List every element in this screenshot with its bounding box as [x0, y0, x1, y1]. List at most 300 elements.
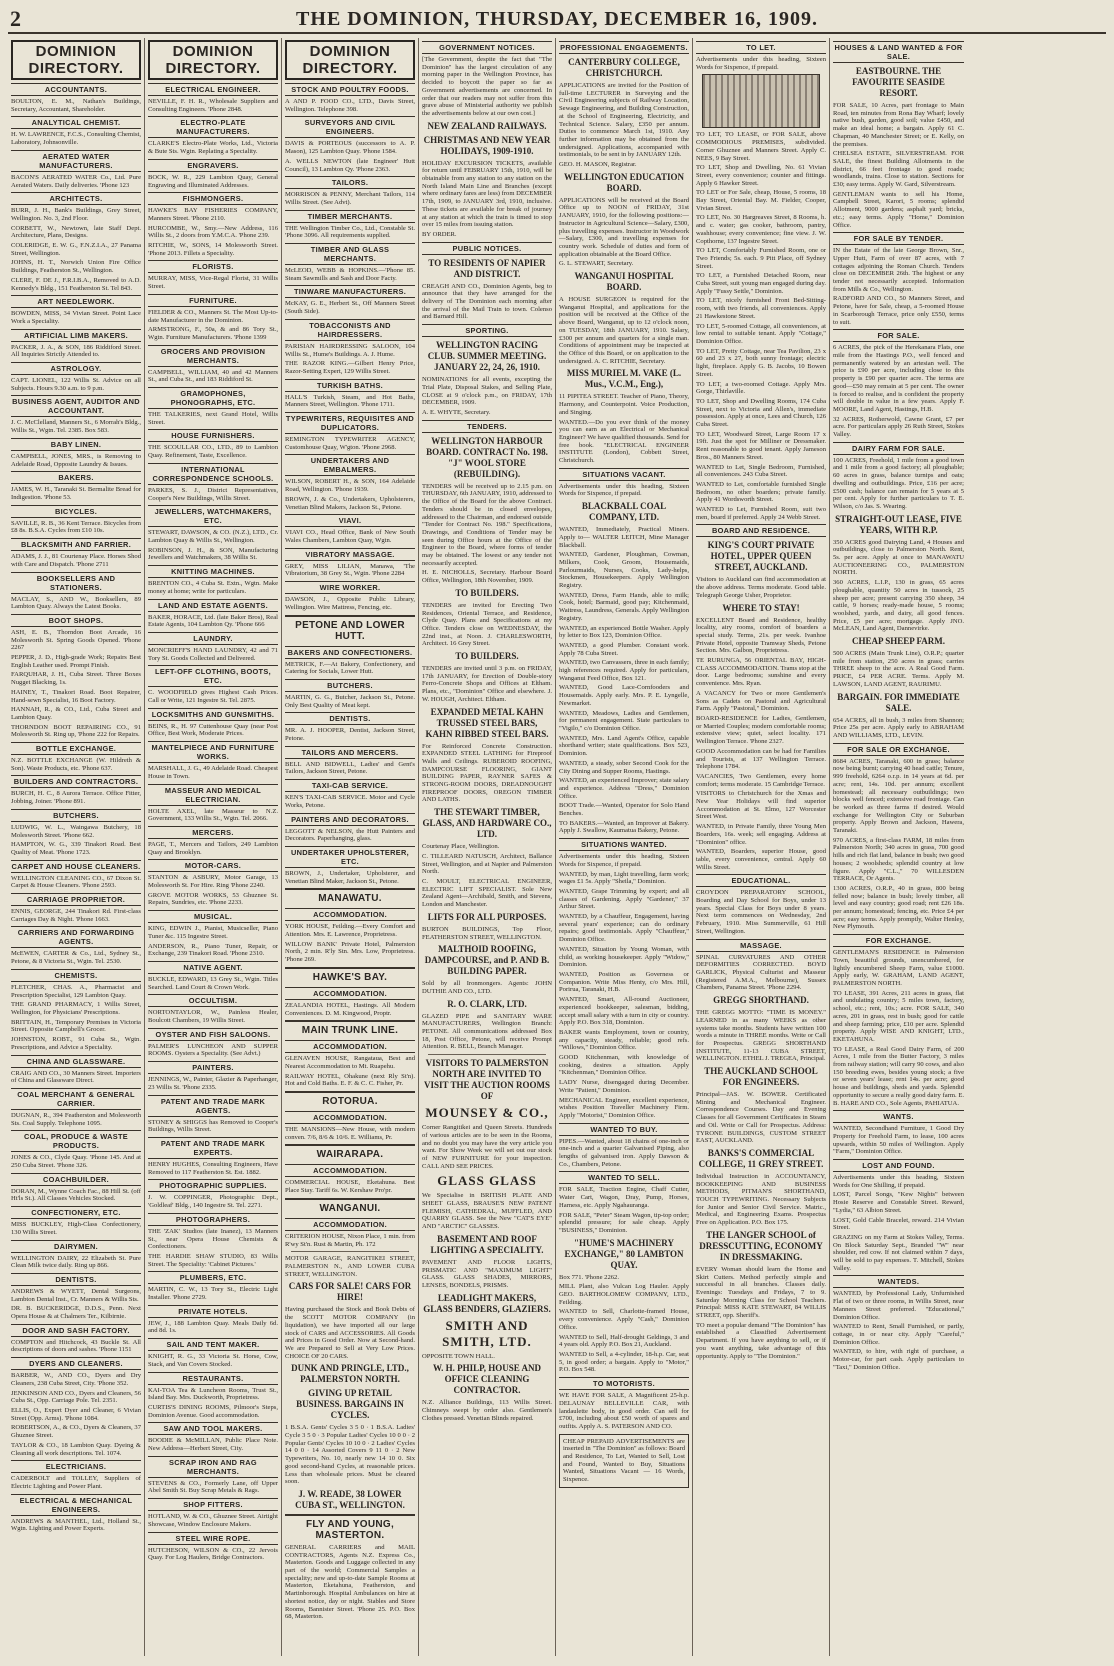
- notice-text: TENDERS are invited for Erecting Two Residences, Oriental Terrace, and Residence, Clyde Quay. Plans and Specifications at my Office. Tenders close on WEDNESDAY, the 22nd inst., at Noon. J. CHARLESWORTH, Architect. 16 Grey Street.: [422, 601, 552, 648]
- section-heading: COAL, PRODUCE & WASTE PRODUCTS.: [11, 1130, 141, 1152]
- notice-text: We Specialise in BRITISH PLATE AND SHEET GLASS, BRAUSE'S NEW PATENT FLEMISH, CATHEDRAL, MUFFLED, AND QUARRY GLASS. See the New "CAT'S EYE" AND "ARCTIC" GLASSES.: [422, 1192, 552, 1231]
- section-heading: CARRIERS AND FORWARDING AGENTS.: [11, 926, 141, 948]
- display-ad-line: GREGG SHORTHAND.: [713, 995, 809, 1006]
- section-heading: FURNITURE.: [148, 294, 278, 307]
- notice-text: WANTED, an experienced Improver; state salary and experience. Address "Dress," Dominion Office.: [559, 777, 689, 800]
- classified-ad: GREY, MISS LILIAN, Manawa, 'The Vibratorium, 38 Grey St., Wgtn. 'Phone 2284: [285, 562, 415, 578]
- section-heading: SPORTING.: [422, 324, 552, 337]
- section-heading: PATENT AND TRADE MARK EXPERTS.: [148, 1137, 278, 1159]
- section-heading: PROFESSIONAL ENGAGEMENTS.: [560, 43, 688, 52]
- classified-ad: BROWN, J., Undertaker, Upholsterer, and Venetian Blind Maker, Jackson St., Petone.: [285, 869, 415, 885]
- section-heading: PAINTERS AND DECORATORS.: [285, 813, 415, 826]
- section-heading: BICYCLES.: [11, 505, 141, 518]
- column-1: [8, 38, 145, 1656]
- display-ad-line: R. O. CLARK, LTD.: [447, 998, 527, 1009]
- column-2: [145, 38, 282, 1656]
- classified-ad: COMMERCIAL HOUSE, Eketahuna. Best Place Stay. Tariff 6s. W. Kershaw Pro'pr.: [285, 1179, 415, 1195]
- display-ad-line: WANGANUI HOSPITAL BOARD.: [574, 271, 674, 293]
- section-heading: TYPEWRITERS, REQUISITES AND DUPLICATORS.: [285, 414, 415, 433]
- display-ad-line: W. H. PHILP, HOUSE AND OFFICE CLEANING CONTRACTOR.: [432, 1363, 542, 1396]
- notice-text: 350 ACRES good Dairying Land, 4 Houses and outbuildings, close to Palmerston North. Rent, 5s. per acre. Apply at once to MANAWATU AUCTIONEERING CO., PALMERSTON NORTH.: [833, 538, 964, 577]
- notice-text: WANTED to Let, Single Bedroom, Furnished, all conveniences. 243 Cuba Street.: [696, 463, 826, 479]
- display-ad-line: NEW ZEALAND RAILWAYS.: [427, 120, 547, 131]
- section-heading: FOR SALE BY TENDER.: [833, 232, 964, 245]
- classified-ad: A. WELLS NEWTON (late Engineer' Hutt Council), 13 Lambton Qy. 'Phone 2363.: [285, 157, 415, 173]
- classified-ad: MR. A. J. HOOPER, Dentist, Jackson Street, Petone.: [285, 727, 415, 743]
- classified-ad: WELLINGTON CLEANING CO., 67 Dixon St. Carpet & House Cleaners. 'Phone 2593.: [11, 874, 141, 890]
- section-heading: ELECTRO-PLATE MANUFACTURERS.: [148, 116, 278, 138]
- region-heading: PETONE AND LOWER HUTT.: [285, 615, 415, 643]
- display-ad-line: VISITORS TO PALMERSTON NORTH ARE INVITED TO VISIT THE AUCTION ROOMS OF: [424, 1058, 550, 1102]
- section-heading: CARRIAGE PROPRIETOR.: [11, 893, 141, 906]
- section-heading: ACCOMMODATION.: [285, 1164, 415, 1177]
- classified-ad: WILLOW BANK' Private Hotel, Palmerston North, 2 min. R'ly Stn. Mrs. Low, Proprietress. 'Phone 269.: [285, 940, 415, 964]
- section-heading: ANALYTICAL CHEMIST.: [11, 116, 141, 129]
- section-heading: ARTIFICIAL LIMB MAKERS.: [11, 329, 141, 342]
- section-heading: RESTAURANTS.: [148, 1372, 278, 1385]
- section-heading: FOR SALE OR EXCHANGE.: [833, 743, 964, 756]
- classified-ad: HAWKE'S BAY FISHERIES COMPANY, Manners Street. 'Phone 2110.: [148, 207, 278, 222]
- section-heading: ACCOMMODATION.: [285, 908, 415, 921]
- notice-text: CREAGH AND CO., Dominion Agents, beg to announce that they have arranged for the delivery of The Dominion each morning after the arrival of the Mail Train to town. Colenso and Barnard Hill.: [422, 282, 552, 321]
- section-heading: PLUMBERS, ETC.: [148, 1271, 278, 1284]
- classified-ad: HOTLAND, W. & CO., Ghuznee Street. Airtight Showcase, Window Enclosure Makers.: [148, 1513, 278, 1528]
- classified-ad: THE Wellington Timber Co., Ltd., Constable St. 'Phone 3096. All requirements supplied.: [285, 224, 415, 240]
- notice-text: 654 ACRES, all in bush, 3 miles from Shannon; Price 25s per acre. Apply early to ABRAHAM AND WILLIAMS, LTD., LEVIN.: [833, 716, 964, 739]
- section-heading: AERATED WATER MANUFACTURERS.: [11, 150, 141, 172]
- display-ad-line: BANKS'S COMMERCIAL COLLEGE, 11 GREY STREET.: [698, 1147, 824, 1169]
- columns: [8, 38, 1106, 1656]
- notice-text: TO LET or For Sale, cheap, House, 5 rooms, 18 Bay Street, Oriental Bay. M. Fielder, Cooper, Vivian Street.: [696, 189, 826, 212]
- section-heading: KNITTING MACHINES.: [148, 565, 278, 578]
- section-heading: OYSTER AND FISH SALOONS.: [148, 1028, 278, 1041]
- notice-text: TO LET, No. 30 Hargreaves Street, 8 Rooms, h. and c. water; gas cooker, bathroom, pantry, washhouse; every convenience; fine view. J. W. Copthorne, 137 Ingestre Street.: [696, 214, 826, 245]
- notice-text: FOR SALE, 10 Acres, part frontage to Main Road, ten minutes from Rona Bay Wharf; lovely native bush, garden, good soil; value £450, and make an ideal home; a bargain. Apply 61 C. Chapman, 40 Manchester Street; or E. Kelly, on the premises.: [833, 102, 964, 148]
- classified-ad: CRITERION HOUSE, Nixon Place, 1 min. from R'wy St'n. Rust & Martin, Ph. 172: [285, 1232, 415, 1248]
- notice-text: WANTED, Good Lace-Cornfooders and Housemaids. Apply early. Mrs. P. E. Lyngelle, Newmarket.: [559, 684, 689, 707]
- notice-text: WANTED, Meadows, Ladies and Gentlemen, for permanent engagement. State particulars to "Vigilo," c/o Dominion Office.: [559, 709, 689, 732]
- section-heading: TIMBER MERCHANTS.: [285, 210, 415, 223]
- section-heading: WANTEDS.: [833, 1275, 964, 1288]
- classified-ad: H. W. LAWRENCE, F.C.S., Consulting Chemist, Laboratory, Johnsonville.: [11, 131, 141, 147]
- classified-ad: HURCOMBE, W., Smy.—New Address, 116 Willis St., 2 doors from Y.M.C.A. 'Phone 239.: [148, 224, 278, 240]
- notice-text: Advertisements under this heading, Sixteen Words for One Shilling, if prepaid.: [833, 1174, 964, 1189]
- notice-text: SPINAL CURVATURES AND OTHER DEFORMITIES CORRECTED. BOYD GARLICK, Physical Culturist and Masseur (Registered A.M.A., Melbourne), Sussex Chambers, Panama Street. 'Phone 2294.: [696, 953, 826, 992]
- section-heading: ACCOMMODATION.: [285, 1040, 415, 1053]
- notice-text: EVERY Woman should learn the Home and Skirt Cutters. Method perfectly simple and successful in all branches. Classes daily. Evenings: Tuesdays and Fridays, 7 to 9. Saturday Morning Class for School Teachers. Principal: MISS KATE STEWART, 84 WILLIS STREET, opp. Sheriff's.: [696, 1265, 826, 1320]
- display-ad-line: "HUME'S MACHINERY EXCHANGE," 80 LAMBTON QUAY.: [564, 1237, 684, 1270]
- classified-ad: YORK HOUSE, Feilding.—Every Comfort and Attention. Mrs. E. Lawrence, Proprietress.: [285, 923, 415, 939]
- column-3: [282, 38, 419, 1656]
- classified-ad: KING, EDWIN J., Pianist, Musicseller, Piano Tuner &c. 115 Ingestre Street.: [148, 925, 278, 940]
- classified-ad: THE MANSIONS—New House, with modern conven. 7/6, 8/6 & 10/6. E. Williams, Pr.: [285, 1126, 415, 1141]
- section-heading: EDUCATIONAL.: [696, 874, 826, 887]
- classified-ad: McEWEN, CARTER & Co., Ltd., Sydney St., Petone, & 8 Victoria St., Wgtn. Tel. 2530.: [11, 950, 141, 966]
- classified-ad: WILSON, ROBERT H., & SON, 164 Adelaide Road, Wellington. 'Phone 1939.: [285, 478, 415, 494]
- notice-text: Principal—JAS. W. BOWER. Certificated Mining and Mechanical Engineer. Correspondence Courses. Day and Evening Classes for all Government Certificates in Steam and Oil. Write or Call for Prospectus. Address: TYRONE BUILDINGS, CUSTOM STREET EAST, AUCKLAND.: [696, 1091, 826, 1145]
- section-heading: ARCHITECTS.: [11, 192, 141, 205]
- notice-text: TO LET, a Furnished Detached Room, near Cuba Street, suit young man engaged during day. Apply "Fussy Settle," Dominion.: [696, 272, 826, 295]
- classified-ad: KEN'S TAXI-CAB SERVICE. Motor and Cycle Works, Petone.: [285, 794, 415, 809]
- classified-ad: MARTIN, G. G., Butcher, Jackson St., Petone. Only Best Quality of Meat kept.: [285, 693, 415, 709]
- notice-text: Corner Rangitikei and Queen Streets. Hundreds of various articles are to be seen in the Rooms, and no doubt you may have the very article you want. For Show Week we will set out our stock of NEW FURNITURE for your inspection. CALL AND SEE PRICES.: [422, 1124, 552, 1170]
- classified-ad: BARBER, W., AND CO., Dyers and Dry Cleaners, 238 Cuba Street, City. 'Phone 352.: [11, 1372, 141, 1387]
- classified-ad: ANDREWS & WYETT, Dental Surgeons, Lambton Dental Inst., Cr. Manners & Willis Sts.: [11, 1287, 141, 1303]
- display-ad-line: TO BUILDERS.: [455, 587, 519, 598]
- section-heading: TURKISH BATHS.: [285, 379, 415, 392]
- display-ad-title: MOUNSEY & CO.,: [425, 1105, 549, 1121]
- section-heading: VIAVI.: [285, 514, 415, 527]
- classified-ad: MORRISON & PENNY, Merchant Tailors, 114 Willis Street. (See Advt).: [285, 191, 415, 206]
- classified-ad: GLENAVEN HOUSE, Rangataua, Best and Nearest Accommodation to Mt. Ruapehu.: [285, 1055, 415, 1070]
- display-ad-line: WELLINGTON HARBOUR BOARD. CONTRACT No. 198. "J" WOOL STORE (REBUILDING).: [426, 435, 548, 479]
- notice-text: GENTLEMAN'S RESIDENCE in Palmerston Town, beautiful grounds, unencumbered, for lightly encumbered Sheep Farm, value £1000. Apply early, W. GRAHAM, LAND AGENT, PALMERSTON NORTH.: [833, 949, 964, 987]
- notice-text: Box 771. 'Phone 2262.: [559, 1273, 619, 1281]
- section-heading: SHOP FITTERS.: [148, 1498, 278, 1511]
- section-heading: HOUSES & LAND WANTED & FOR SALE.: [834, 43, 963, 61]
- classified-ad: HOLTE AXEL, late Masseur to N.Z. Government, 133 Willis St., Wgtn. Tel. 2066.: [148, 807, 278, 823]
- classified-ad: ZEALANDIA HOTEL, Hastings. All Modern Conveniences. D. M. Kingwood, Proptr.: [285, 1001, 415, 1017]
- notice-text: WANTED, to hire, with right of purchase, a Motor-car, for part cash. Apply particulars to "Taxi," Dominion Office.: [833, 1348, 964, 1371]
- region-heading: ROTORUA.: [285, 1091, 415, 1108]
- region-heading: FLY AND YOUNG, MASTERTON.: [285, 1514, 415, 1542]
- section-heading: DAIRYMEN.: [11, 1240, 141, 1253]
- classified-ad: JONES & CO., Clyde Quay. 'Phone 145. And at 250 Cuba Street. 'Phone 326.: [11, 1154, 141, 1170]
- region-heading: MAIN TRUNK LINE.: [285, 1020, 415, 1037]
- notice-text: TE RURUNGA, 56 ORIENTAL BAY, HIGH-CLASS ACCOMMODATION. Trams stop at the door. Large bedrooms; sunshine and every convenience. Mrs. Ryan.: [696, 657, 826, 688]
- classified-ad: BACON'S AERATED WATER Co., Ltd. Pure Aerated Waters. Daily deliveries. 'Phone 123: [11, 173, 141, 189]
- classified-ad: PAGE, T., Mercers and Tailors, 249 Lambton Quay and Brooklyn.: [148, 840, 278, 856]
- section-heading: CHINA AND GLASSWARE.: [11, 1055, 141, 1068]
- notice-text: MECHANICAL Engineer, excellent experience, wishes Position Traveller Machinery Firm. Apply "Motorist," Dominion Office.: [559, 1096, 689, 1119]
- classified-ad: ADAMS, J. J., 81 Courtenay Place. Horses Shod with Care and Dispatch. 'Phone 2711: [11, 553, 141, 568]
- notice-text: GRAZING on my Farm at Stokes Valley, Terms. On Block Saturday Sept., Branded "W" near shoulder, red cow. If not claimed within 7 days, will be sold to pay expenses. T. Mitchell, Stokes Valley.: [833, 1233, 964, 1272]
- display-ad-line: CARS FOR SALE! CARS FOR HIRE!: [288, 1281, 412, 1303]
- section-heading: BOOKSELLERS AND STATIONERS.: [11, 572, 141, 594]
- classified-ad: PARISIAN HAIRDRESSING SALOON, 104 Willis St., Hume's Buildings. A. J. Hume.: [285, 342, 415, 358]
- section-heading: WANTS.: [833, 1110, 964, 1123]
- notice-text: WANTED, Secondhand Furniture, 1 Good Dry Property for Freehold Farm, to lease, 100 acres upwards, within 50 miles of Wellington. Apply "Farm," Dominion Office.: [833, 1125, 964, 1156]
- classified-ad: STEWART, DAWSON, & CO. (N.Z.), LTD., Cr. Lambton Quay & Willis St., Wellington.: [148, 529, 278, 544]
- notice-text: 360 ACRES, L.I.P., 130 in grass, 65 acres ploughable, quantity 50 acres in tussock, 25 sheep per acre; present carrying 350 sheep, 34 cattle, 9 horses; ready-made house, 5 rooms; woolshed, yards, and dairy, all good fences. Price, £5 per acre; mortgage. Apply JNO. McLEAN, Land Agent, Dannevirke.: [833, 579, 964, 633]
- classified-ad: BOWDEN, MISS, 34 Vivian Street. Point Lace Work a Speciality.: [11, 310, 141, 325]
- classified-ad: BUCKLE, EDWARD, 13 Grey St., Wgtn. Titles Searched. Land Court & Crown Work.: [148, 975, 278, 991]
- display-ad-line: THE AUCKLAND SCHOOL FOR ENGINEERS.: [704, 1066, 818, 1088]
- section-heading: STOCK AND POULTRY FOODS.: [285, 83, 415, 96]
- classified-ad: BURCH, H. C., 8 Aurora Terrace. Office Fitter, Jobbing, Joiner. 'Phone 891.: [11, 790, 141, 806]
- notice-text: OPPOSITE TOWN HALL.: [422, 1352, 495, 1360]
- classified-ad: JENNINGS, W., Painter, Glazier & Paperhanger, 23 Willis St. 'Phone 2335.: [148, 1076, 278, 1091]
- classified-ad: McKAY, G. E., Herbert St., Off Manners Street (South Side).: [285, 300, 415, 316]
- boxed-notice: CHEAP PREPAID ADVERTISEMENTS are inserted in "The Dominion" as follows: Board and Residence, To Let, Wanted to Sell, Lost and Found, Wanted to Buy, Situations Wanted, Situations Vacant — 16 Words, Sixpence.: [559, 1434, 689, 1488]
- notice-text: Advertisements under this heading, Sixteen Words for Sixpence, if prepaid.: [559, 853, 689, 868]
- section-heading: PHOTOGRAPHIC SUPPLIES.: [148, 1179, 278, 1192]
- classified-ad: ROBERTSON, A., & CO., Dyers & Cleaners, 37 Ghuznee Street.: [11, 1424, 141, 1440]
- display-ad-line: THE LANGER SCHOOL of DRESSCUTTING, ECONOMY IN DRESSMAKING.: [699, 1229, 823, 1262]
- classified-ad: ARMSTRONG, F., 50a, & and 86 Tory St., Wgtn. Furniture Manufacturers. 'Phone 1399: [148, 326, 278, 341]
- section-heading: ASTROLOGY.: [11, 362, 141, 375]
- section-heading: FOR SALE.: [833, 329, 964, 342]
- section-heading: BUTCHERS.: [11, 809, 141, 822]
- section-heading: DENTISTS.: [285, 712, 415, 725]
- classified-ad: LEGGOTT & NELSON, the Hutt Painters and Decorators. Paperhanging, glass.: [285, 827, 415, 843]
- classified-ad: C. WOODFIELD gives Highest Cash Prices. Call or Write, 121 Ingestre St. Tel. 2875.: [148, 689, 278, 705]
- notice-text: TO LET, 5-roomed Cottage, all conveniences, at low rental to suitable tenant. Apply "Cottage," Dominion Office.: [696, 322, 826, 345]
- notice-text: WANTED to Let, comfortable furnished Single Bedroom, no other boarders; private family. Apply 41 Wordsworth Street.: [696, 480, 826, 504]
- notice-text: APPLICATIONS are invited for the Position of full-time LECTURER in Surveying and the Civil Engineering subjects of Railway Location, Sewage Engineering, and Building Construction, at the School of Engineering, Electricity, and Technical Science. Salary, £350 per annum. Duties to commence March 1st, 1910. Any further information may be obtained from the undersigned. Applications, accompanied with testimonials, to be sent in by JANUARY 12th.: [559, 82, 689, 159]
- classified-ad: NEVILLE, F. H. R., Wholesale Suppliers and Consulting Engineers. 'Phone 2848.: [148, 98, 278, 113]
- notice-text: TO meet a popular demand "The Dominion" has established a Classified Advertisement Department. If you have anything to sell, or if you want anything, take advantage of this opportunity. Apply to "The Dominion.": [696, 1321, 826, 1360]
- notice-text: 1300 ACRES, O.R.P., 40 in grass, 800 being felled now; balance in bush; lovely timber, all level and easy country; good road; rent £26 18s. per annum; homestead; fencing, etc. Price £4 per acre; easy terms. Apply promptly, Walter Henley, New Plymouth.: [833, 884, 964, 931]
- classified-ad: DORAN, M., Wynne Coach Fac., 88 Hill St. (off Ht'ls St.). All Classes Vehicles Stocked.: [11, 1187, 141, 1203]
- classified-ad: SAVILLE, R. B., 36 Kent Terrace. Bicycles from £8 8s. B.S.A. Cycles from £10 10s.: [11, 519, 141, 535]
- classified-ad: BELL AND BIDWELL, Ladies' and Gent's Tailors, Jackson Street, Petone.: [285, 760, 415, 776]
- section-heading: BUSINESS AGENT, AUDITOR AND ACCOUNTANT.: [12, 397, 140, 416]
- section-heading: SAW AND TOOL MAKERS.: [148, 1422, 278, 1435]
- notice-text: LOST, Gold Cable Bracelet, reward. 214 Vivian Street.: [833, 1216, 964, 1232]
- classified-ad: CAMPBELL, WILLIAM, 40 and 42 Manners St., and Cuba St., and 183 Riddiford St.: [148, 368, 278, 384]
- section-heading: LAND AND ESTATE AGENTS.: [148, 599, 278, 612]
- notice-text: LOST, Parcel Songs, "Kew Nights" between Hosie Reserve and Constable Street. Reward, "Lydia," 63 Albion Street.: [833, 1191, 964, 1214]
- newspaper-title: THE DOMINION, THURSDAY, DECEMBER 16, 1909.: [296, 7, 818, 30]
- classified-ad: THE TALKERIES, next Grand Hotel, Willis Street.: [148, 411, 278, 426]
- section-heading: JEWELLERS, WATCHMAKERS, ETC.: [148, 505, 278, 527]
- notice-text: LADY Nurse, disengaged during December. Write "Patient," Dominion.: [559, 1079, 689, 1094]
- notice-text: WANTED, Immediately, Practical Miners. Apply to— WALTER LEITCH, Mine Manager Blackball.: [559, 526, 689, 549]
- classified-ad: ENNIS, GEORGE, 244 Tinakori Rd. First-class Carriages Day & Night. 'Phone 1663.: [11, 908, 141, 923]
- classified-ad: RAILWAY HOTEL, Ohakune (next Rly St'n). Hot and Cold Baths. E. F. & C. C. Fisher, Pr.: [285, 1072, 415, 1088]
- notice-text: TO LET, Pretty Cottage, near Tea Pavilion, 23 x 60 and 23 x 27, both sunny frontage; electric light, fireplace. Apply G. B. Jacobs, 10 Bowen Street.: [696, 347, 826, 378]
- section-heading: TO MOTORISTS.: [559, 1377, 689, 1390]
- display-ad-line: LIFTS FOR ALL PURPOSES.: [427, 911, 547, 922]
- section-heading: STEEL WIRE ROPE.: [148, 1532, 278, 1545]
- classified-ad: Having purchased the Stock and Book Debts of the SCOTT MOTOR COMPANY (in liquidation), we have imported all our large stock of CARS and ACCESSORIES. All Goods and Prices in Good Order. Now at Second-hand. We are Prepared to Sell at Very Low Prices. CHOICE OF 20 CARS.: [285, 1306, 415, 1360]
- notice-text: APPLICATIONS will be received at the Board Office up to NOON of FRIDAY, 31st JANUARY, 1910, for the following positions:— Instructor in Agricultural Science—Salary, £300, plus travelling expenses. Instructor in Woodwork—Salary, £300, and travelling expenses for country work. Schedule of duties and form of application obtainable at the Board Office.: [559, 196, 689, 258]
- notice-text: TO LET, TO LEASE, or FOR SALE, above COMMODIOUS PREMISES, subdivided. Corner Ghuznee and Manners Street. Apply C. NEES, 9 Bay Street.: [696, 131, 826, 162]
- section-heading: PRIVATE HOTELS.: [148, 1305, 278, 1318]
- notice-text: THE GREGG MOTTO: "TIME IS MONEY." LEARNED in as many WEEKS as other systems take months. Students have written 100 words a minute in THREE months. Write or Call for Prospectus. GREGG SHORTHAND INSTITUTE, 11-13 CUBA STREET, WELLINGTON. ETHEL J. TREGEA, Principal.: [696, 1009, 826, 1063]
- notice-text: BY ORDER.: [422, 230, 457, 238]
- column-7: [830, 38, 967, 1656]
- classified-ad: PACKER, J. A., & SON, 186 Riddiford Street. All Inquiries Strictly Attended to.: [11, 343, 141, 359]
- region-heading: HAWKE'S BAY.: [285, 967, 415, 984]
- notice-text: 32 ACRES, Rotherwold, Cawne Grant, £7 per acre. For particulars apply 26 Ruth Street, Stokes Valley.: [833, 415, 964, 439]
- display-ad-line: BASEMENT AND ROOF LIGHTING A SPECIALITY.: [430, 1233, 544, 1255]
- notice-text: A. E. WHYTE, Secretary.: [422, 408, 491, 416]
- classified-ad: GENERAL CARRIERS and MAIL CONTRACTORS, Agents N.Z. Express Co., Masterton. Goods and Luggage collected in any part of the world; Commercial Samples a speciality; new and up-to-date Sample Rooms at Masterton, Eketahuna, Featherston, and Martinborough. Hospital Ambulances on hire at shortest notice, day or night. Stables and Store Rooms, Bannister Street. 'Phone 25. P.O. Box 68, Masterton.: [285, 1543, 415, 1621]
- classified-ad: NORTONTAYLOR, W., Painless Healer, Boulcott Chambers, 19 Willis Street.: [148, 1009, 278, 1025]
- classified-ad: N.Z. BOTTLE EXCHANGE (W. Hildreth & Son). Waste Products, etc. 'Phone 637.: [11, 757, 141, 772]
- notice-text: WANTED to Sell, Half-drought Geldings, 3 and 4 years old. Apply P.O. Box 21, Auckland.: [559, 1333, 689, 1349]
- classified-ad: BRITTAIN, H., Temporary Premises in Victoria Street. Opposite Campbell's Grocer.: [11, 1018, 141, 1034]
- section-heading: ENGRAVERS.: [148, 159, 278, 172]
- section-heading: TIMBER AND GLASS MERCHANTS.: [285, 243, 415, 265]
- classified-ad: HAMPTON, W. G., 339 Tinakori Road. Best Quality of Meat. 'Phone 1723.: [11, 841, 141, 856]
- notice-text: WANTED, Smart, All-round Auctioneer, experienced bookkeeper, salesman, bidding, accept small salary with a turn in city or country. Apply P.O. Box 318, Dominion.: [559, 996, 689, 1027]
- section-heading: WANTED TO SELL.: [559, 1171, 689, 1184]
- classified-ad: FIELDER & CO., Manners St. The Most Up-to-date Manufacturer in the Dominion.: [148, 308, 278, 324]
- notice-text: WANTED, in Private Family, three Young Men Boarders, 16s. week; sell engaging. Address at "Dominion" office.: [696, 823, 826, 846]
- masthead: [8, 6, 1106, 34]
- section-heading: BOOT SHOPS.: [11, 614, 141, 627]
- notice-text: For Reinforced Concrete Construction. EXPANDED STEEL LATHING for Fireproof Walls and Ceilings. RUBEROID ROOFING, DAMPCOURSE FLOORING, GIANT BUILDING PAPER, RAYNER SAFES & STRONG-ROOM DOORS, DREADNOUGHT FIREPROOF DOORS, OREGON TIMBER AND LATHS.: [422, 742, 552, 804]
- classified-ad: PARKES, S. J., District Representatives, Cooper's New Buildings, Willis Street.: [148, 486, 278, 502]
- classified-ad: BEINS, R., H. 97 Cuttenhouse Quay (near Post Office, Best Work, Moderate Prices.: [148, 722, 278, 738]
- notice-text: N.Z. Alliance Buildings, 113 Willis Street. Chimneys swept by order also. Gentlemen's Clothes pressed. Venetian Blinds repaired.: [422, 1399, 552, 1422]
- notice-text: WANTED, Boarders, superior House, good table, every convenience, central. Apply 60 Willis Street.: [696, 848, 826, 871]
- display-ad-line: GIVING UP RETAIL BUSINESS. BARGAINS IN CYCLES.: [296, 1388, 404, 1421]
- section-heading: PHOTOGRAPHERS.: [148, 1213, 278, 1226]
- notice-text: WANTED, a steady, sober Second Cook for the City Dining and Supper Rooms, Hastings.: [559, 759, 689, 775]
- classified-ad: BOODIE & McMILLAN, Public Place Note. New Address—Herbert Street, City.: [148, 1437, 278, 1453]
- classified-ad: WELLINGTON DAIRY, 22 Elizabeth St. Pure Clean Milk twice daily. Ring up 866.: [11, 1254, 141, 1270]
- display-ad-line: EXPANDED METAL KAHN TRUSSED STEEL BARS, KAHN RIBBED STEEL BARS.: [425, 706, 549, 739]
- notice-text: WANTED, Gardener, Ploughman, Cowman, Milkers, Cook, Groom, Housemaids, Parlourmaids, Nurses, Cooks, Lady-helps, Stockmen, Housekeepers. Apply Wellington Registry.: [559, 551, 689, 590]
- section-heading: OCCULTISM.: [148, 994, 278, 1007]
- display-ad-line: J. W. READE, 38 LOWER CUBA ST., WELLINGTON.: [295, 1488, 405, 1510]
- notice-text: WANTED, Mrs. Land Agent's Office, capable shorthand writer; state qualifications. Box 523, Dominion.: [559, 734, 689, 758]
- section-heading: MASSEUR AND MEDICAL ELECTRICIAN.: [148, 784, 278, 806]
- classified-ad: CADERBOLT and TOLLEY, Suppliers of Electric Lighting and Power Plant.: [11, 1475, 141, 1490]
- classified-ad: COMPTON and Hitchcock, 43 Buckle St. All descriptions of doors and sashes. 'Phone 1151: [11, 1338, 141, 1354]
- classified-ad: METRICK, F.—At Bakery, Confectionery, and Catering for Socials, Lower Hutt.: [285, 660, 415, 676]
- notice-text: PAVEMENT AND FLOOR LIGHTS, PRISMATIC AND "MAXIMUM LIGHT" GLASS. GLASS SHADES, MIRRORS, LENSES, BONDELS, PRISMS.: [422, 1258, 552, 1289]
- section-heading: CONFECTIONERY, ETC.: [11, 1206, 141, 1219]
- classified-ad: THE HARDIE SHAW STUDIO, 83 Willis Street. The Speciality: 'Cabinet Pictures.': [148, 1252, 278, 1268]
- section-heading: ELECTRICAL & MECHANICAL ENGINEERS.: [11, 1494, 141, 1516]
- notice-text: RADFORD AND CO., 50 Manners Street, and Petone, have for Sale, cheap, a 5-roomed House in Scarborough Terrace, price only £550, terms to suit.: [833, 295, 964, 326]
- notice-text: WANTED, Grape Trimming by expert; and all classes of Gardening. Apply "Gardener," 37 Arthur Street.: [559, 887, 689, 911]
- classified-ad: MARSHALL, J. G., 49 Adelaide Road. Cheapest House in Town.: [148, 765, 278, 780]
- section-heading: FLORISTS.: [148, 260, 278, 273]
- notice-text: WANTED to Sell, Charlotte-framed House, every convenience. Apply "Cash," Dominion Office.: [559, 1308, 689, 1331]
- section-heading: BABY LINEN.: [11, 438, 141, 451]
- notice-text: TO LET, a two-roomed Cottage. Apply Mrs. Gorge, Thirlaville.: [696, 380, 826, 396]
- region-heading: MANAWATU.: [285, 888, 415, 905]
- notice-text: Sold by all Ironmongers. Agents: JOHN DUTHIE AND CO., LTD.: [422, 980, 552, 995]
- notice-text: WANTED, Dress, Farm Hands, able to milk; Cook, hotel; Barmaid, good pay; Kitchenmaid, Waitress, Laundress, Generals. Apply Wellington Registry.: [559, 591, 689, 622]
- display-ad-line: DUNK AND PRINGLE, LTD., PALMERSTON NORTH.: [291, 1363, 409, 1385]
- classified-ad: CLARKE'S Electro-Plate Works, Ltd., Victoria & Bute Sts. Wgtn. Replating a Speciality.: [148, 140, 278, 156]
- classified-ad: DR. B. BUCKERIDGE, D.D.S., Penn. Next Opera House & at Chalmers Ter., Kilbirnie.: [11, 1305, 141, 1321]
- classified-ad: KAI-TOA Tea & Luncheon Rooms, Trust St., Island Bay. Mrs. Duckworth, Proprietress.: [148, 1386, 278, 1402]
- section-heading: VIBRATORY MASSAGE.: [285, 548, 415, 561]
- section-heading: ACCOMMODATION.: [285, 987, 415, 1000]
- classified-ad: GROVE MOTOR WORKS, 53 Ghuznee St. Repairs, Sundries, etc. 'Phone 2233.: [148, 891, 278, 907]
- classified-ad: JAMES, W. H., Taranaki St. Bermalite Bread for Indigestion. 'Phone 53.: [11, 486, 141, 501]
- notice-text: TENDERS are invited until 3 p.m. on FRIDAY, 17th JANUARY, for Erection of Double-story Ferro-Concrete Shops and Offices at Eltham. Plans, etc., "Dominion" Office and elsewhere. J. W. HOUGH, Architect. Eltham.: [422, 665, 552, 703]
- section-heading: DENTISTS.: [11, 1273, 141, 1286]
- notice-text: WANTED, a good Plumber. Constant work. Apply 78 Cuba Street.: [559, 641, 689, 657]
- notice-text: C. TILLEARD NATUSCH, Architect, Ballance Street, Wellington, and at Napier and Palmerston North.: [422, 852, 552, 876]
- notice-text: 6 ACRES, the pick of the Herekanara Flats, one mile from the Hastings P.O., well fenced and permanently watered by an artesian well. The price is £90 per acre, including close to this property is £90 per quarter acre. The terms are good—£50 may remain at 5 per cent. The owner is forced to realise, and is confident the property will double in value in a few years. Apply F. MOORE, Land Agent, Hastings, H.B.: [833, 344, 964, 413]
- notice-text: Individual Instruction in ACCOUNTANCY, BOOKKEEPING AND BUSINESS METHODS, PITMAN'S SHORTHAND, TOUCH TYPEWRITING. Necessary Subjects for Junior and Senior Civil Service. Matric., Medical, and Engineering Exams. Prospectus Free on Application. P.O. Box 175.: [696, 1172, 826, 1227]
- classified-ad: REMINGTON TYPEWRITER AGENCY, Customhouse Quay, W'gton. 'Phone 2968.: [285, 436, 415, 451]
- classified-ad: LUDWIG, W. L., Waingawa Butchery, 18 Molesworth Street. 'Phone 662.: [11, 823, 141, 839]
- column-4: [419, 38, 556, 1656]
- classified-ad: KNIGHT, R. G., 33 Victoria St. Horse, Cow, Stack, and Van Covers Stocked.: [148, 1353, 278, 1368]
- display-ad-line: TO BUILDERS.: [455, 651, 519, 662]
- notice-text: BOOT Trade.—Wanted, Operator for Solo Hand Benches.: [559, 802, 689, 818]
- classified-ad: TAYLOR & CO., 18 Lambton Quay. Dyeing & Cleaning all work descriptions. Tel. 1074.: [11, 1441, 141, 1457]
- region-heading: WANGANUI.: [285, 1198, 415, 1215]
- notice-text: Visitors to Auckland can find accommodation at the above address. Terms moderate. Good table. Telegraph George Usher, Proprietor.: [696, 576, 826, 599]
- display-ad-line: THE STEWART TIMBER, GLASS, AND HARDWARE CO., LTD.: [422, 807, 552, 840]
- classified-ad: JEW, J., 188 Lambton Quay. Meals Daily 6d. and 8d. 1s.: [148, 1319, 278, 1335]
- section-heading: WIRE WORKER.: [285, 581, 415, 594]
- classified-ad: ELLIS, O., Expert Dyer and Cleaner, 6 Vivian Street (Opp. Arms). 'Phone 1084.: [11, 1406, 141, 1422]
- section-heading: NATIVE AGENT.: [148, 961, 278, 974]
- notice-text: GEO. H. MASON, Registrar.: [559, 161, 637, 169]
- notice-text: PIPES.—Wanted, about 18 chains of one-inch or one-inch and a quarter Galvanised Piping, also lengths of galvanised iron. Apply Dawson & Co., Chambers, Petone.: [559, 1137, 689, 1168]
- classified-ad: CRAIG AND CO., 30 Manners Street. Importers of China and Glassware Direct.: [11, 1069, 141, 1085]
- classified-ad: CORBETT, W., Newtown, late Staff Dept. Architecture, Plans, Designs.: [11, 224, 141, 240]
- section-heading: MANTELPIECE AND FURNITURE WORKS.: [148, 741, 278, 763]
- divider: [428, 1054, 546, 1055]
- classified-ad: CAMPBELL, JONES, MRS., is Removing to Adelaide Road, Opposite Laundry & Issues.: [11, 452, 141, 468]
- classified-ad: STONEY & SHIGGS has Removed to Cooper's Buildings, Willis Street.: [148, 1118, 278, 1134]
- display-ad-line: MISS MURIEL M. VAKE (L. Mus., V.C.M., Eng.),: [566, 368, 682, 390]
- section-heading: ELECTRICAL ENGINEER.: [148, 83, 278, 96]
- display-ad-title: GLASS GLASS: [437, 1173, 537, 1189]
- classified-ad: ASH, E. B., Thorndon Boot Arcade, 16 Molesworth St. Spring Goods Opened. 'Phone 2267: [11, 628, 141, 652]
- section-heading: SITUATIONS VACANT.: [559, 468, 689, 481]
- classified-ad: THE RAZOR KING.—Gilbert Henry Price, Razor-Setting Expert, 129 Willis Street.: [285, 360, 415, 375]
- notice-text: WANTED to Rent, Small Furnished, or partly, cottage, in or near city. Apply "Careful," Dominion Office.: [833, 1323, 964, 1346]
- section-heading: TENDERS.: [422, 420, 552, 433]
- notice-text: 970 ACRES, a first-class FARM, 18 miles from Palmerston North; 340 acres in grass, 700 good hills and rich flat land, balance in bush; two good houses; 2 woolsheds; splendid country at low figure. Apply "C.L.," 70 WILLESDEN TERRACE, Or Agents.: [833, 836, 964, 883]
- notice-text: WANTED, by man, Light travelling, farm work; wages £1 5s. Apply "Sheila," Dominion.: [559, 870, 689, 886]
- notice-text: IN the Estate of the late George Brown, Snr., Upper Hutt, Farm of over 87 acres, with 7 cottages adjoining the Roman Church. Tenders close on DECEMBER 26th. The highest or any tender not necessarily accepted. Information from Mills & Co., Wellington.: [833, 247, 964, 293]
- display-ad-line: CANTERBURY COLLEGE, CHRISTCHURCH.: [568, 57, 680, 78]
- section-heading: LOCKSMITHS AND GUNSMITHS.: [148, 708, 278, 721]
- notice-text: WANTED, Situation by Young Woman, with child, as working housekeeper. Apply "Widow," Dominion.: [559, 945, 689, 969]
- classified-ad: DAVIS & PORTEOUS (successors to A. P. Mason), 125 Lambton Quay. 'Phone 1584.: [285, 140, 415, 156]
- section-heading: SITUATIONS WANTED.: [559, 838, 689, 851]
- section-heading: DAIRY FARM FOR SALE.: [833, 442, 964, 455]
- section-heading: FISHMONGERS.: [148, 192, 278, 205]
- classified-ad: MACLAY, S., AND W., Booksellers, 89 Lambton Quay. Always the Latest Books.: [11, 595, 141, 611]
- classified-ad: BURR, J. H., Bank's Buildings, Grey Street, Wellington. No. 3, 2nd Floor.: [11, 207, 141, 222]
- classified-ad: CLERE, F. DE J., F.R.I.B.A., Removed to A.D. Kennedy's Bldg., 151 Featherston St. Tel 843.: [11, 276, 141, 292]
- section-heading: WANTED TO BUY.: [559, 1123, 689, 1136]
- section-heading: COAL MERCHANT & GENERAL CARRIER.: [11, 1088, 141, 1110]
- classified-ad: STANTON & ASBURY, Motor Garage, 13 Molesworth St. For Hire. Ring 'Phone 2240.: [148, 874, 278, 890]
- section-heading: COACHBUILDER.: [11, 1173, 141, 1186]
- display-ad-line: STRAIGHT-OUT LEASE, FIVE YEARS, WITH R.P.: [835, 513, 962, 535]
- section-heading: BAKERS AND CONFECTIONERS.: [285, 646, 415, 659]
- notice-text: Advertisements under this heading, Sixteen Words for Sixpence, if prepaid.: [559, 482, 689, 498]
- notice-text: WANTED, by a Chauffeur, Engagement, having several years' experience; can do ordinary repairs; good testimonials. Apply "Chauffeur," Dominion Office.: [559, 913, 689, 944]
- classified-ad: MISS BUCKLEY, High-Class Confectionery, 130 Willis Street.: [11, 1221, 141, 1236]
- section-heading: MOTOR-CARS.: [148, 859, 278, 872]
- section-heading: HOUSE FURNISHERS.: [148, 429, 278, 442]
- notice-text: GOOD Accommodation can be had for Families and Tourists, at 137 Wellington Terrace. Telephone 1784.: [696, 747, 826, 771]
- classified-ad: CAPT. LIONEL, 122 Willis St. Advice on all Subjects. Hours 9.30 a.m. to 9 p.m.: [11, 377, 141, 392]
- classified-ad: 1 B.S.A. Gents' Cycles 3 5 0 · 1 B.S.A. Ladies' Cycle 3 5 0 · 3 Popular Ladies' Cycles 10 0 0 · 2 Popular Gents' Cycles 10 10 0 · 2 Ladies' Cycles 14 0 0 · 14 Assorted Covers 9 11 0 · 2 New Typewriters, No. 10, nearly new 14 10 0. Six good second-hand Cycles, at reasonable prices. Less than wholesale prices. Must be cleared soon.: [285, 1424, 415, 1486]
- classified-ad: DUGNAN, R., 394 Featherston and Molesworth Sts. Coal Supply. Telephone 1095.: [11, 1111, 141, 1127]
- classified-ad: MONCRIEFF'S HAND LAUNDRY, 42 and 71 Tory St. Goods Collected and Delivered.: [148, 646, 278, 662]
- notice-text: TO LET, Woodward Street, Large Room 17 x 19ft. Just the spot for Milliner or Dressmaker. Rent reasonable to good tenant. Apply Jameson Bros., 80 Manners Street.: [696, 430, 826, 461]
- notice-text: GENTLEMAN wants to sell his Home, Campbell Street, Karori, 5 rooms; splendid Allotment, 9000 gardens; asphalt yard; bricks, etc.; easy terms. Apply "Home," Dominion Office.: [833, 190, 964, 229]
- classified-ad: HUTCHESON, WILSON & CO., 22 Jervois Quay. For Log Haulers, Bridge Contractors.: [148, 1546, 278, 1562]
- notice-text: A VACANCY for Two or more Gentlemen's Sons as Cadets on Pastoral and Agricultural Farm. Apply "Pastoral," Dominion.: [696, 689, 826, 713]
- section-heading: TOBACCONISTS AND HAIRDRESSERS.: [285, 319, 415, 341]
- classified-ad: McLEOD, WEBB & HOPKINS.—'Phone 85. Steam Sawmills and Sash and Door Facty.: [285, 267, 415, 282]
- display-ad-line: CHEAP SHEEP FARM.: [851, 636, 946, 647]
- classified-ad: HANNAH, R., & CO., Ltd., Cuba Street and Lambton Quay.: [11, 706, 141, 721]
- display-ad-line: BLACKBALL COAL COMPANY, LTD.: [581, 501, 667, 523]
